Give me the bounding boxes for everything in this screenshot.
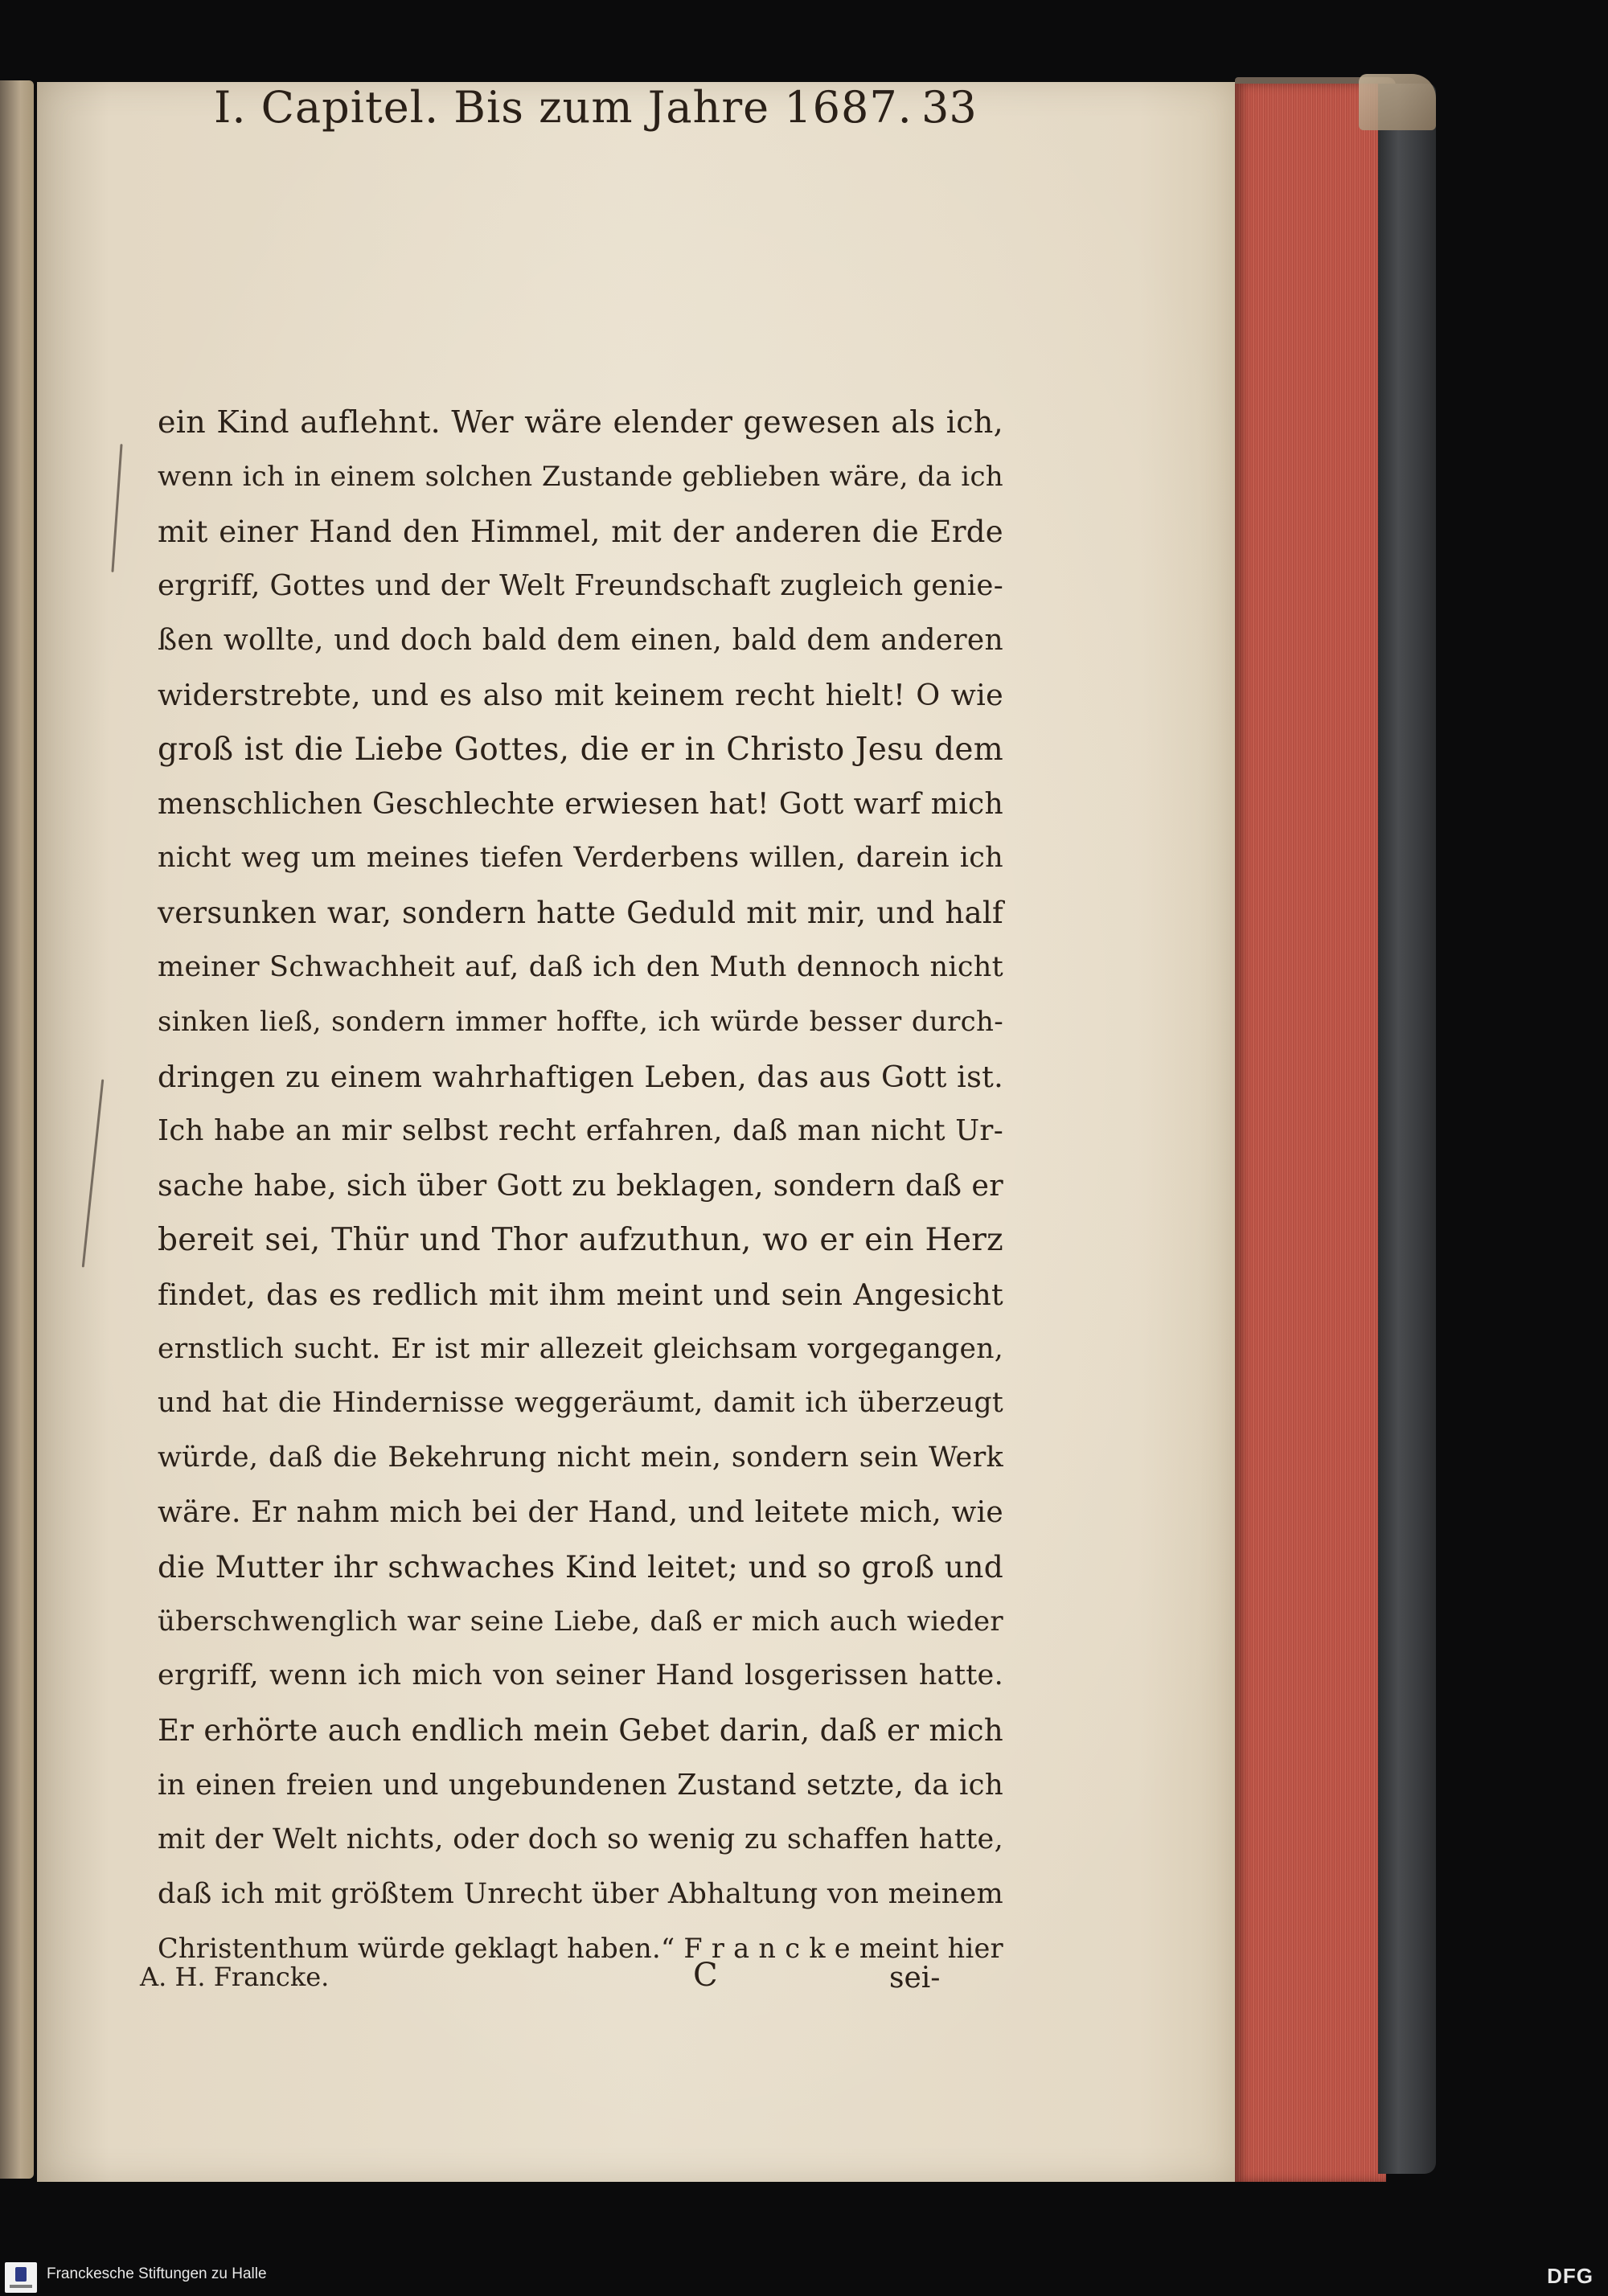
text-line: nicht weg um meines tiefen Verderbens willen, darein ich <box>158 842 1003 875</box>
page-footer <box>37 1957 1235 2010</box>
book-cover-board <box>1378 84 1436 2174</box>
text-line: bereit sei, Thür und Thor aufzuthun, wo er ein Herz <box>158 1221 1003 1258</box>
body-text <box>158 396 1003 1976</box>
text-line: sinken ließ, sondern immer hoffte, ich würde besser durch- <box>158 1005 1003 1038</box>
text-line: mit einer Hand den Himmel, mit der anderen die Erde <box>158 514 1003 549</box>
text-line: mit der Welt nichts, oder doch so wenig zu schaffen hatte, <box>158 1822 1003 1855</box>
text-line: widerstrebte, und es also mit keinem recht hielt! O wie <box>158 677 1003 712</box>
text-line: wenn ich in einem solchen Zustande geblieben wäre, da ich <box>158 460 1003 493</box>
text-line: überschwenglich war seine Liebe, daß er mich auch wieder <box>158 1605 1003 1638</box>
institution-logo-icon <box>5 2262 37 2293</box>
text-line: dringen zu einem wahrhaftigen Leben, das aus Gott ist. <box>158 1059 1003 1094</box>
institution-bar <box>0 2257 1608 2296</box>
text-line: in einen freien und ungebundenen Zustand setzte, da ich <box>158 1768 1003 1802</box>
text-line: sache habe, sich über Gott zu beklagen, sondern daß er <box>158 1168 1003 1203</box>
text-line: ergriff, Gottes und der Welt Freundschaft zugleich genie- <box>158 569 1003 603</box>
text-line: und hat die Hindernisse weggeräumt, damit ich überzeugt <box>158 1387 1003 1420</box>
catchword: sei- <box>889 1962 941 1995</box>
signature-mark: A. H. Francke. <box>140 1962 330 1992</box>
running-header <box>37 82 1235 154</box>
text-line: groß ist die Liebe Gottes, die er in Christo Jesu dem <box>158 731 1003 768</box>
cover-corner <box>1359 74 1436 130</box>
text-line: daß ich mit größtem Unrecht über Abhaltung von meinem <box>158 1877 1003 1910</box>
text-line: meiner Schwachheit auf, daß ich den Muth dennoch nicht <box>158 950 1003 983</box>
funder-logo: DFG <box>1547 2264 1594 2288</box>
text-line: findet, das es redlich mit ihm meint und sein Angesicht <box>158 1277 1003 1312</box>
page-number: 33 <box>921 82 977 133</box>
text-line: würde, daß die Bekehrung nicht mein, sondern sein Werk <box>158 1441 1003 1474</box>
text-line: Ich habe an mir selbst recht erfahren, daß man nicht Ur- <box>158 1114 1003 1148</box>
book-page <box>37 82 1235 2182</box>
text-line: versunken war, sondern hatte Geduld mit mir, und half <box>158 896 1003 931</box>
text-line: ergriff, wenn ich mich von seiner Hand losgerissen hatte. <box>158 1659 1003 1692</box>
text-line: Christenthum würde geklagt haben.“ F r a n c k e meint hier <box>158 1933 1003 1965</box>
previous-page-edge <box>0 80 34 2179</box>
pencil-mark <box>111 444 122 572</box>
red-page-edges <box>1235 84 1386 2182</box>
running-title: I. Capitel. Bis zum Jahre 1687. <box>214 82 913 133</box>
text-line: die Mutter ihr schwaches Kind leitet; und so groß und <box>158 1548 1003 1585</box>
text-line: wäre. Er nahm mich bei der Hand, und leitete mich, wie <box>158 1495 1003 1529</box>
institution-name: Franckesche Stiftungen zu Halle <box>47 2265 267 2282</box>
text-line: Er erhörte auch endlich mein Gebet darin, daß er mich <box>158 1713 1003 1749</box>
text-line: ernstlich sucht. Er ist mir allezeit gleichsam vorgegangen, <box>158 1332 1003 1365</box>
gathering-mark: C <box>693 1957 718 1994</box>
pencil-mark <box>82 1079 105 1267</box>
text-line: menschlichen Geschlechte erwiesen hat! Gott warf mich <box>158 787 1003 821</box>
text-line: ein Kind auflehnt. Wer wäre elender gewesen als ich, <box>158 404 1003 440</box>
text-line: ßen wollte, und doch bald dem einen, bald dem anderen <box>158 624 1003 658</box>
